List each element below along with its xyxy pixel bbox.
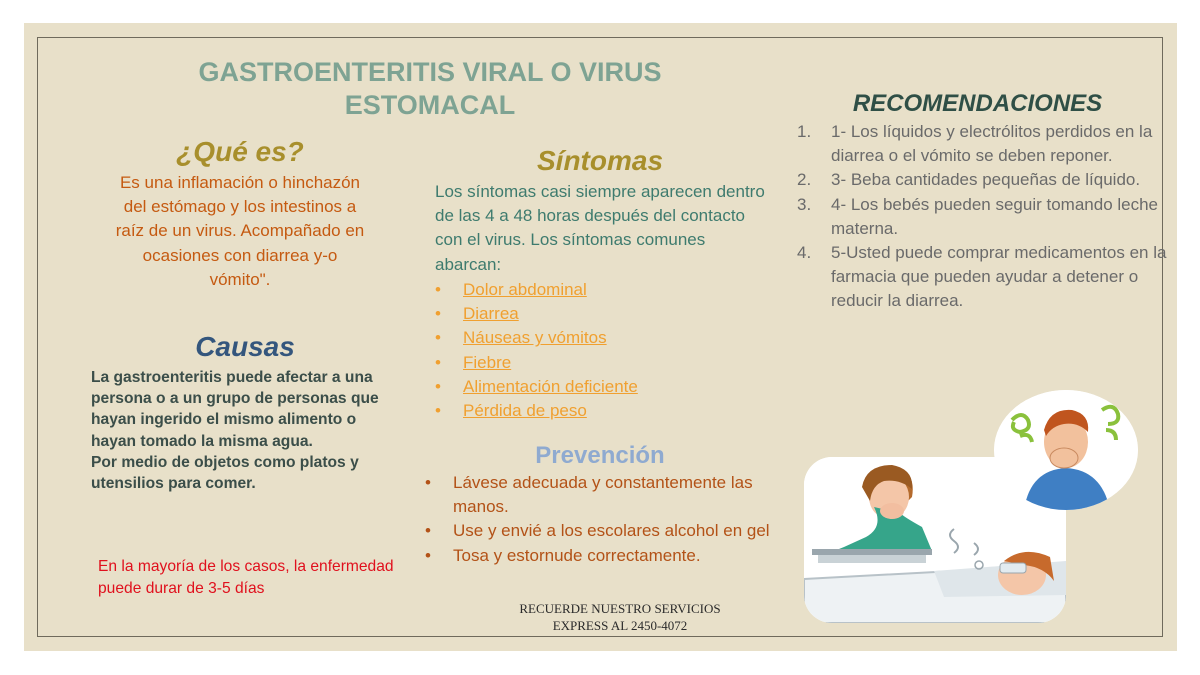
duracion-note: En la mayoría de los casos, la enfermedad puede durar de 3-5 días (98, 558, 394, 597)
prevencion-item: Use y envié a los escolares alcohol en gel (453, 521, 770, 541)
list-item (797, 193, 1167, 241)
bullet: • (425, 473, 431, 492)
sintoma-link[interactable]: Dolor abdominal (463, 280, 587, 299)
prevencion-item: Lávese adecuada y constantemente las manos. (453, 473, 753, 517)
que-es-heading: ¿Qué es? (176, 136, 304, 167)
item-number: 4. (797, 243, 812, 263)
list-item (435, 399, 638, 423)
footer-line-1: RECUERDE NUESTRO SERVICIOS (519, 601, 721, 616)
item-number: 1. (797, 122, 812, 141)
sintoma-link[interactable]: Diarrea (463, 304, 519, 324)
page-title: GASTROENTERITIS VIRAL O VIRUS ESTOMACAL (198, 57, 662, 120)
sintomas-heading: Síntomas (536, 145, 664, 176)
list-item (435, 278, 638, 302)
bullet: • (435, 376, 441, 396)
sintoma-link[interactable]: Náuseas y vómitos (463, 328, 607, 348)
nauseous-man-illustration (994, 390, 1138, 510)
recomendacion-text: 3- Beba cantidades pequeñas de líquido. (831, 170, 1141, 190)
causas-paragraph-2: Por medio de objetos como platos y utensilios para comer. (91, 453, 359, 493)
list-item (797, 120, 1167, 168)
bullet: • (435, 280, 441, 299)
recomendacion-text: 1- Los líquidos y electrólitos perdidos en la diarrea o el vómito se deben reponer. (831, 122, 1153, 166)
list-item (797, 168, 1167, 192)
sintoma-link[interactable]: Alimentación deficiente (463, 376, 638, 396)
bullet: • (435, 400, 441, 420)
list-item (425, 471, 785, 519)
list-item (425, 519, 785, 543)
recomendaciones-heading: RECOMENDACIONES (852, 90, 1103, 117)
prevencion-list (425, 471, 785, 568)
list-item (435, 351, 638, 375)
bullet: • (435, 352, 441, 372)
recomendacion-text: 4- Los bebés pueden seguir tomando leche materna. (831, 194, 1159, 238)
bullet: • (435, 328, 441, 348)
item-number: 3. (797, 194, 812, 214)
bullet: • (435, 304, 441, 324)
causas-paragraph-1: La gastroenteritis puede afectar a una persona o a un grupo de personas que hayan ingerido el mismo alimento o hayan tomado la misma agua. (91, 369, 379, 450)
sintoma-link[interactable]: Fiebre (463, 352, 512, 372)
list-item (435, 375, 638, 399)
nauseous-man-icon (994, 390, 1138, 510)
recomendacion-text: 5-Usted puede comprar medicamentos en la farmacia que pueden ayudar a detener o reducir la diarrea. (831, 243, 1167, 311)
sintomas-intro: Los síntomas casi siempre aparecen dentro de las 4 a 48 horas después del contacto con el virus. Los síntomas comunes abarcan: (435, 182, 765, 274)
list-item (425, 544, 785, 568)
sintoma-link[interactable]: Pérdida de peso (463, 400, 587, 420)
footer-line-2: EXPRESS AL 2450-4072 (552, 618, 688, 633)
list-item (797, 241, 1167, 314)
causas-heading: Causas (195, 331, 295, 362)
list-item (435, 326, 638, 350)
sintomas-list (435, 278, 638, 423)
list-item (435, 302, 638, 326)
bullet: • (425, 521, 431, 541)
recomendaciones-list (797, 120, 1167, 314)
footer-note (470, 600, 770, 634)
item-number: 2. (797, 170, 812, 190)
bullet: • (425, 545, 431, 565)
prevencion-heading: Prevención (535, 442, 665, 469)
prevencion-item: Tosa y estornude correctamente. (453, 545, 701, 565)
causas-text (91, 367, 403, 494)
que-es-text: Es una inflamación o hinchazón del estómago y los intestinos a raíz de un virus. Acompañado en ocasiones con diarrea y-o vómito". (115, 173, 365, 289)
